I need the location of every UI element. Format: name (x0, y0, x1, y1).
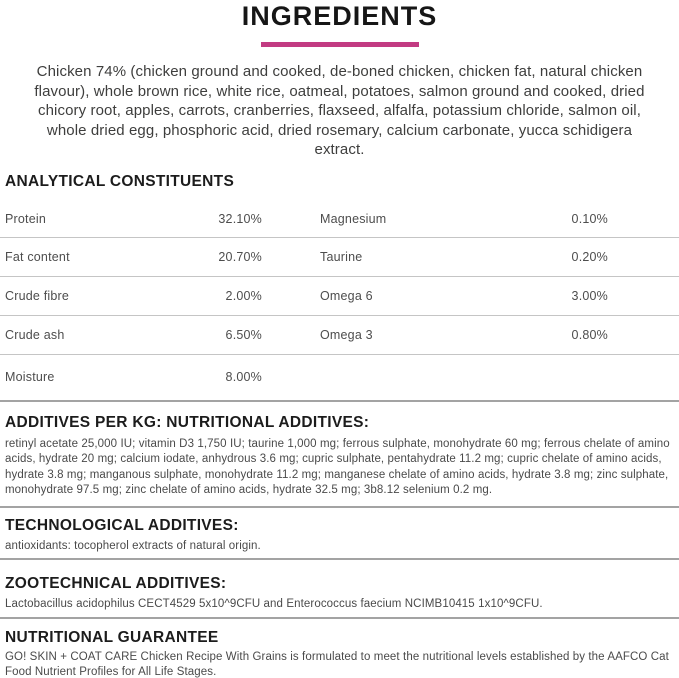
technological-additives-heading: TECHNOLOGICAL ADDITIVES: (5, 516, 239, 534)
constituent-label: Moisture (5, 370, 55, 384)
constituent-value: 32.10% (218, 212, 262, 226)
constituent-value: 0.20% (571, 249, 608, 264)
ingredients-text: Chicken 74% (chicken ground and cooked, de-boned chicken, chicken fat, natural chicken flavour), whole brown rice, white rice, oatmeal, potatoes, salmon ground and cooked, dried chicory root, apples, carrots, cranberries, flaxseed, alfalfa, potassium chloride, salmon oil, whole dried egg, phosphoric acid, dried rosemary, calcium carbonate, yucca schidigera extract. (34, 63, 645, 158)
section-nutritional-guarantee (0, 617, 679, 678)
analytical-table (0, 202, 679, 402)
constituent-value: 0.10% (571, 212, 608, 226)
nutritional-guarantee-heading: NUTRITIONAL GUARANTEE (5, 628, 219, 646)
technological-additives-text: antioxidants: tocopherol extracts of natural origin. (5, 539, 261, 552)
constituent-value: 0.80% (571, 327, 608, 342)
constituent-value: 2.00% (225, 288, 262, 303)
constituent-label: Crude fibre (5, 288, 70, 303)
constituent-label: Magnesium (320, 212, 387, 226)
page-title: INGREDIENTS (241, 1, 438, 31)
constituent-label: Omega 3 (320, 327, 373, 342)
table-row (0, 202, 679, 238)
table-row (0, 355, 679, 402)
constituent-label: Fat content (5, 249, 70, 264)
nutritional-additives-heading: ADDITIVES PER KG: NUTRITIONAL ADDITIVES: (5, 413, 370, 431)
nutritional-additives-text: retinyl acetate 25,000 IU; vitamin D3 1,750 IU; taurine 1,000 mg; ferrous sulphate, monohydrate 60 mg; ferrous chelate of amino acids, hydrate 20 mg; calcium iodate, anhydrous 3.6 mg; cupric sulphate, pentahydrate 11.2 mg; cupric chelate of amino acids, hydrate 3.8 mg; manganous sulphate, monohydrate 11.2 mg; manganese chelate of amino acids, hydrate 3.8 mg; zinc sulphate, monohydrate 97.5 mg; zinc chelate of amino acids, hydrate 32.5 mg; 3b8.12 selenium 0.2 mg. (5, 437, 670, 496)
table-row (0, 277, 679, 316)
section-technological-additives (0, 506, 679, 559)
header (0, 0, 679, 47)
title-accent-bar (261, 42, 419, 47)
section-zootechnical-additives (0, 558, 679, 617)
constituent-value: 3.00% (571, 288, 608, 303)
analytical-constituents-heading: ANALYTICAL CONSTITUENTS (5, 172, 235, 190)
section-nutritional-additives (0, 402, 679, 506)
nutritional-guarantee-text: GO! SKIN + COAT CARE Chicken Recipe With Grains is formulated to meet the nutritional levels established by the AAFCO Cat Food Nutrient Profiles for All Life Stages. (5, 650, 669, 678)
zootechnical-additives-text: Lactobacillus acidophilus CECT4529 5x10^9CFU and Enterococcus faecium NCIMB10415 1x10^9CFU. (5, 598, 543, 610)
constituent-value: 8.00% (225, 370, 262, 384)
table-row (0, 316, 679, 355)
table-row (0, 238, 679, 277)
constituent-label: Crude ash (5, 327, 65, 342)
zootechnical-additives-heading: ZOOTECHNICAL ADDITIVES: (5, 575, 227, 592)
constituent-label: Omega 6 (320, 288, 373, 303)
constituent-value: 6.50% (225, 327, 262, 342)
constituent-label: Protein (5, 212, 47, 226)
constituent-label: Taurine (320, 249, 363, 264)
constituent-value: 20.70% (218, 249, 262, 264)
